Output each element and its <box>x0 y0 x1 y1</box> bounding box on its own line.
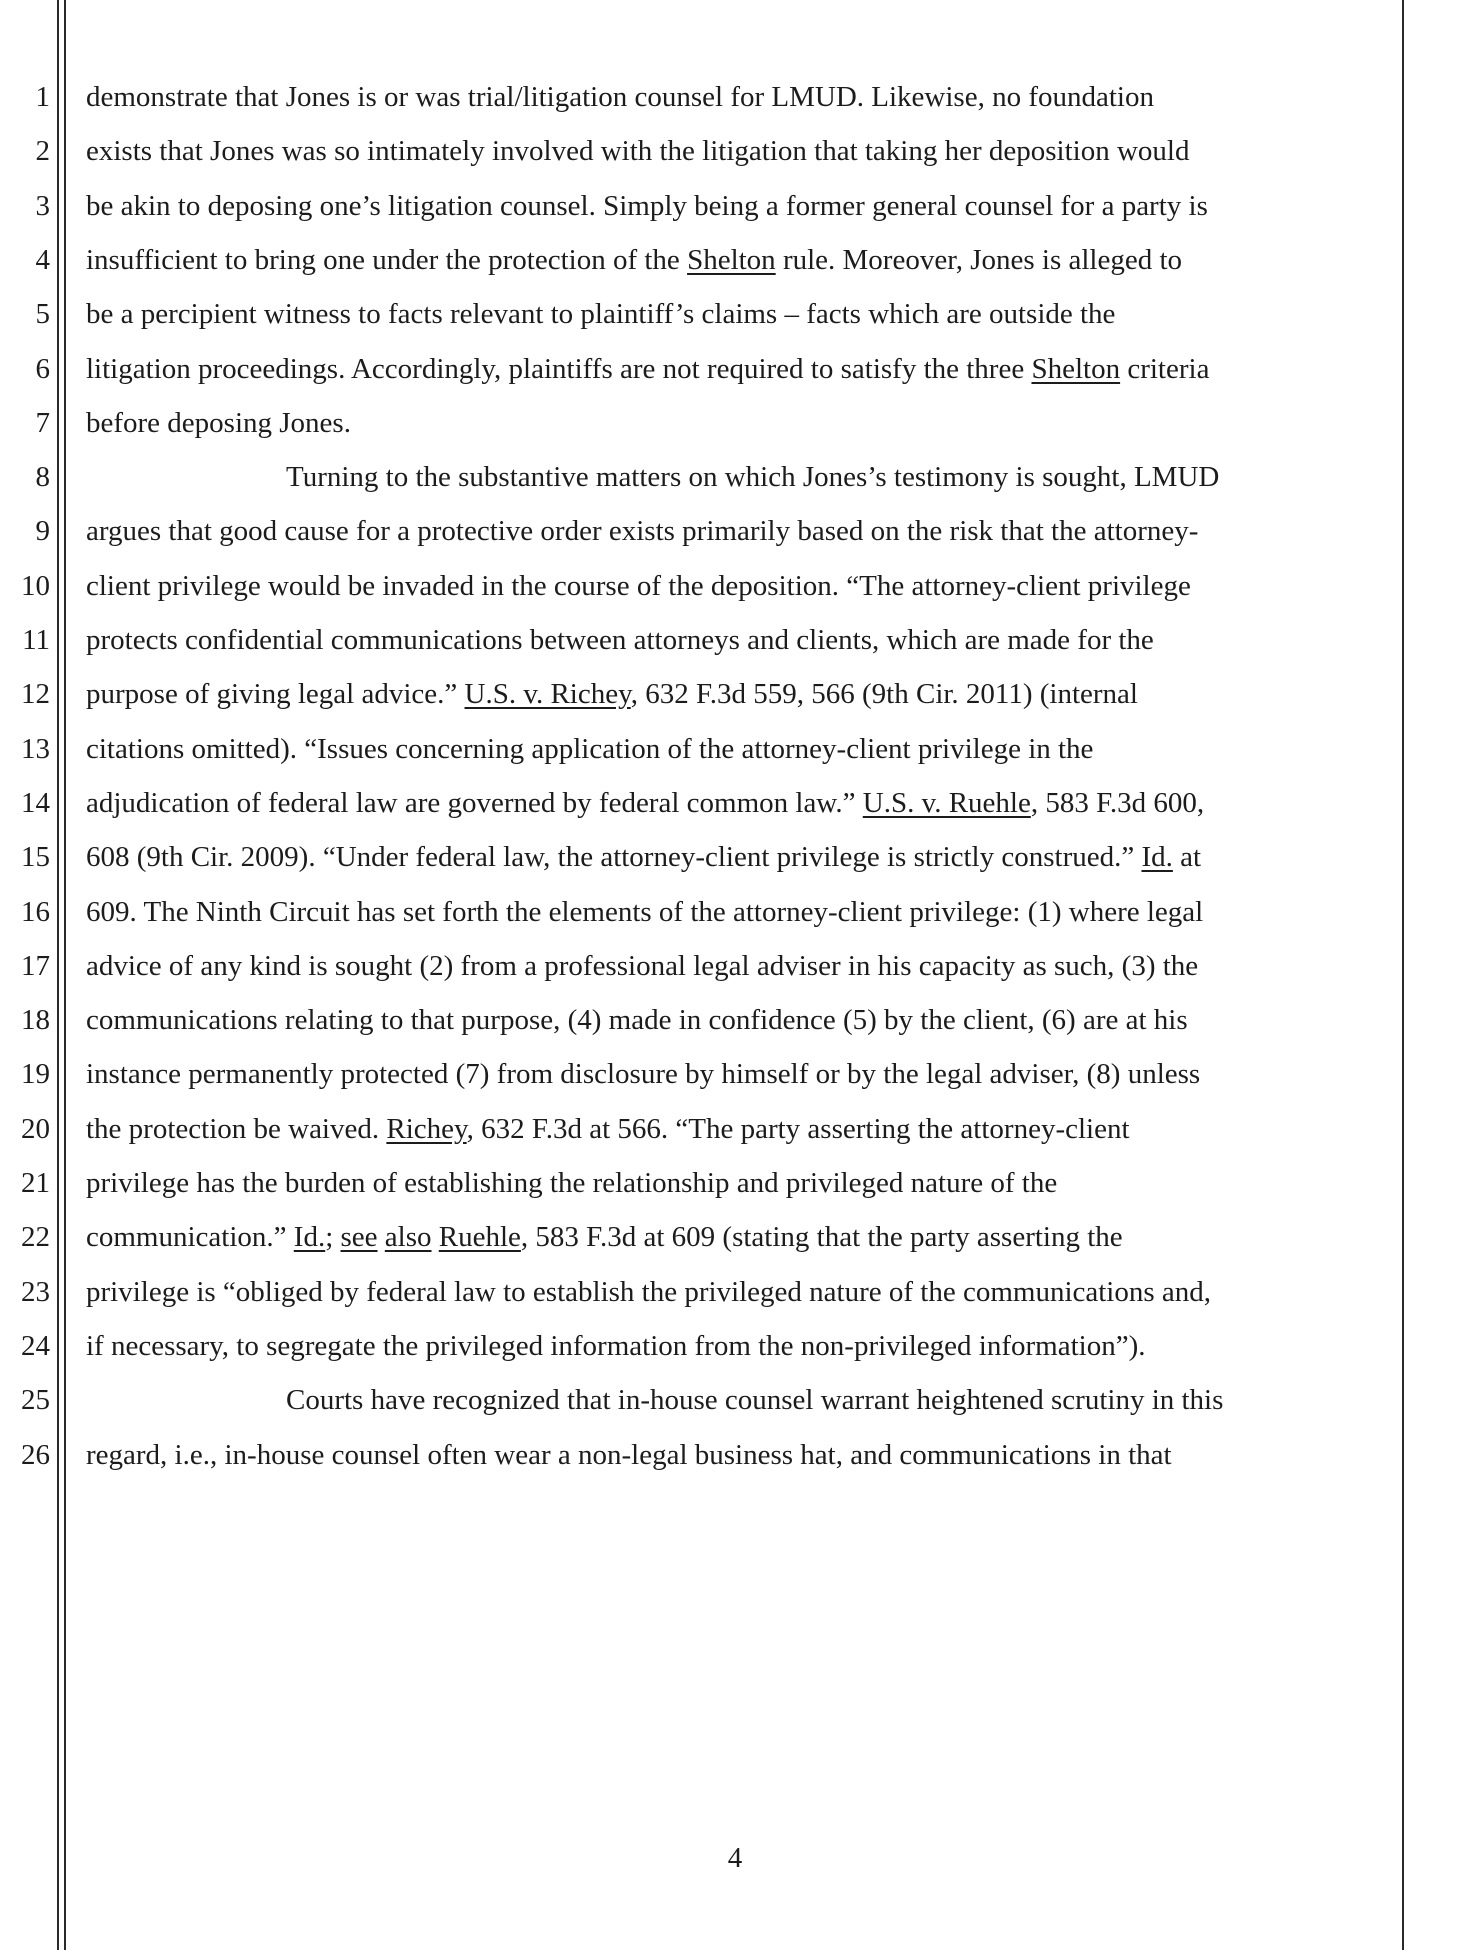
line-number: 8 <box>35 461 50 493</box>
text-line <box>86 186 1386 226</box>
case-citation: U.S. v. Richey <box>464 678 631 710</box>
text-segment: regard, i.e., in-house counsel often wear a non-legal business hat, and communications in that <box>86 1439 1172 1471</box>
line-number: 2 <box>35 135 50 167</box>
text-line <box>86 946 1386 986</box>
line-number: 4 <box>35 244 50 276</box>
case-citation: Id. <box>293 1221 326 1253</box>
line-number: 22 <box>21 1221 50 1253</box>
text-line <box>86 403 1386 443</box>
text-line <box>86 511 1386 551</box>
text-segment: rule. Moreover, Jones is alleged to <box>775 244 1183 276</box>
text-line <box>86 457 1470 497</box>
line-number: 12 <box>21 678 50 710</box>
page-number: 4 <box>727 1842 743 1874</box>
text-segment: advice of any kind is sought (2) from a professional legal adviser in his capacity as such, (3) the <box>86 950 1199 982</box>
line-number: 10 <box>21 570 50 602</box>
line-number: 5 <box>35 298 50 330</box>
text-segment: protects confidential communications between attorneys and clients, which are made for the <box>86 624 1154 656</box>
case-citation: U.S. v. Ruehle <box>862 787 1031 819</box>
line-number: 17 <box>21 950 50 982</box>
text-line <box>86 1054 1386 1094</box>
text-line <box>86 783 1386 823</box>
text-line <box>86 1163 1386 1203</box>
text-line <box>86 1000 1386 1040</box>
text-segment: be a percipient witness to facts relevant to plaintiff’s claims – facts which are outside the <box>86 298 1116 330</box>
line-number: 6 <box>35 353 50 385</box>
case-citation: Richey <box>386 1113 467 1145</box>
text-line <box>86 1109 1386 1149</box>
line-number: 1 <box>35 81 50 113</box>
text-line <box>86 1435 1386 1475</box>
case-citation: Id. <box>1141 841 1173 873</box>
line-number: 13 <box>21 733 50 765</box>
line-number: 26 <box>21 1439 50 1471</box>
text-line <box>86 349 1386 389</box>
line-number: 18 <box>21 1004 50 1036</box>
line-number: 3 <box>35 190 50 222</box>
line-number: 15 <box>21 841 50 873</box>
line-number: 21 <box>21 1167 50 1199</box>
line-number: 11 <box>22 624 50 656</box>
right-margin-rule <box>1402 0 1404 1950</box>
text-segment: , 632 F.3d at 566. “The party asserting the attorney-client <box>466 1113 1130 1145</box>
line-number: 24 <box>21 1330 50 1362</box>
text-segment: argues that good cause for a protective order exists primarily based on the risk that the attorney- <box>86 515 1199 547</box>
text-segment: exists that Jones was so intimately involved with the litigation that taking her deposition would <box>86 135 1190 167</box>
text-line <box>86 566 1386 606</box>
left-margin-rule-outer <box>57 0 59 1950</box>
text-segment: before deposing Jones. <box>86 407 351 439</box>
case-citation: see <box>340 1221 378 1253</box>
line-number: 9 <box>35 515 50 547</box>
text-line <box>86 1380 1470 1420</box>
case-citation: also <box>384 1221 432 1253</box>
text-segment: privilege has the burden of establishing the relationship and privileged nature of the <box>86 1167 1058 1199</box>
text-line <box>86 674 1386 714</box>
text-line <box>86 77 1386 117</box>
text-segment: adjudication of federal law are governed by federal common law.” <box>86 787 863 819</box>
text-segment: purpose of giving legal advice.” <box>86 678 465 710</box>
text-segment: , 583 F.3d at 609 (stating that the party asserting the <box>520 1221 1123 1253</box>
text-segment: at <box>1172 841 1202 873</box>
text-line <box>86 892 1386 932</box>
text-segment: communication.” <box>86 1221 294 1253</box>
line-number: 25 <box>21 1384 50 1416</box>
text-line <box>86 1272 1386 1312</box>
left-margin-rule-inner <box>64 0 66 1950</box>
line-number: 19 <box>21 1058 50 1090</box>
text-segment: Courts have recognized that in-house counsel warrant heightened scrutiny in this <box>286 1384 1224 1416</box>
text-segment: criteria <box>1120 353 1210 385</box>
text-segment: litigation proceedings. Accordingly, plaintiffs are not required to satisfy the three <box>86 353 1032 385</box>
text-segment: instance permanently protected (7) from disclosure by himself or by the legal adviser, (8) unless <box>86 1058 1201 1090</box>
text-line <box>86 131 1386 171</box>
text-line <box>86 1217 1386 1257</box>
text-segment: 609. The Ninth Circuit has set forth the elements of the attorney-client privilege: (1) where legal <box>86 896 1204 928</box>
text-line <box>86 240 1386 280</box>
line-number: 7 <box>35 407 50 439</box>
case-citation: Ruehle <box>438 1221 521 1253</box>
text-segment: citations omitted). “Issues concerning application of the attorney-client privilege in the <box>86 733 1094 765</box>
line-number: 20 <box>21 1113 50 1145</box>
text-segment: privilege is “obliged by federal law to establish the privileged nature of the communications and, <box>86 1276 1212 1308</box>
text-line <box>86 620 1386 660</box>
line-number: 23 <box>21 1276 50 1308</box>
text-line <box>86 729 1386 769</box>
text-line <box>86 837 1386 877</box>
text-segment <box>432 1221 439 1253</box>
line-number: 14 <box>21 787 50 819</box>
text-segment: demonstrate that Jones is or was trial/litigation counsel for LMUD. Likewise, no foundation <box>86 81 1154 113</box>
case-citation: Shelton <box>687 244 776 276</box>
text-segment: ; <box>325 1221 341 1253</box>
text-segment: if necessary, to segregate the privileged information from the non-privileged information”). <box>86 1330 1146 1362</box>
line-number: 16 <box>21 896 50 928</box>
text-segment: be akin to deposing one’s litigation counsel. Simply being a former general counsel for a party is <box>86 190 1208 222</box>
text-segment: the protection be waived. <box>86 1113 387 1145</box>
case-citation: Shelton <box>1031 353 1121 385</box>
text-line <box>86 1326 1386 1366</box>
text-segment: insufficient to bring one under the protection of the <box>86 244 688 276</box>
text-segment: communications relating to that purpose, (4) made in confidence (5) by the client, (6) are at his <box>86 1004 1188 1036</box>
text-segment: 608 (9th Cir. 2009). “Under federal law, the attorney-client privilege is strictly construed.” <box>86 841 1142 873</box>
text-segment <box>378 1221 385 1253</box>
text-segment: , 583 F.3d 600, <box>1030 787 1205 819</box>
text-segment: Turning to the substantive matters on which Jones’s testimony is sought, LMUD <box>286 461 1220 493</box>
text-line <box>86 294 1386 334</box>
text-segment: , 632 F.3d 559, 566 (9th Cir. 2011) (internal <box>630 678 1138 710</box>
text-segment: client privilege would be invaded in the course of the deposition. “The attorney-client privilege <box>86 570 1191 602</box>
